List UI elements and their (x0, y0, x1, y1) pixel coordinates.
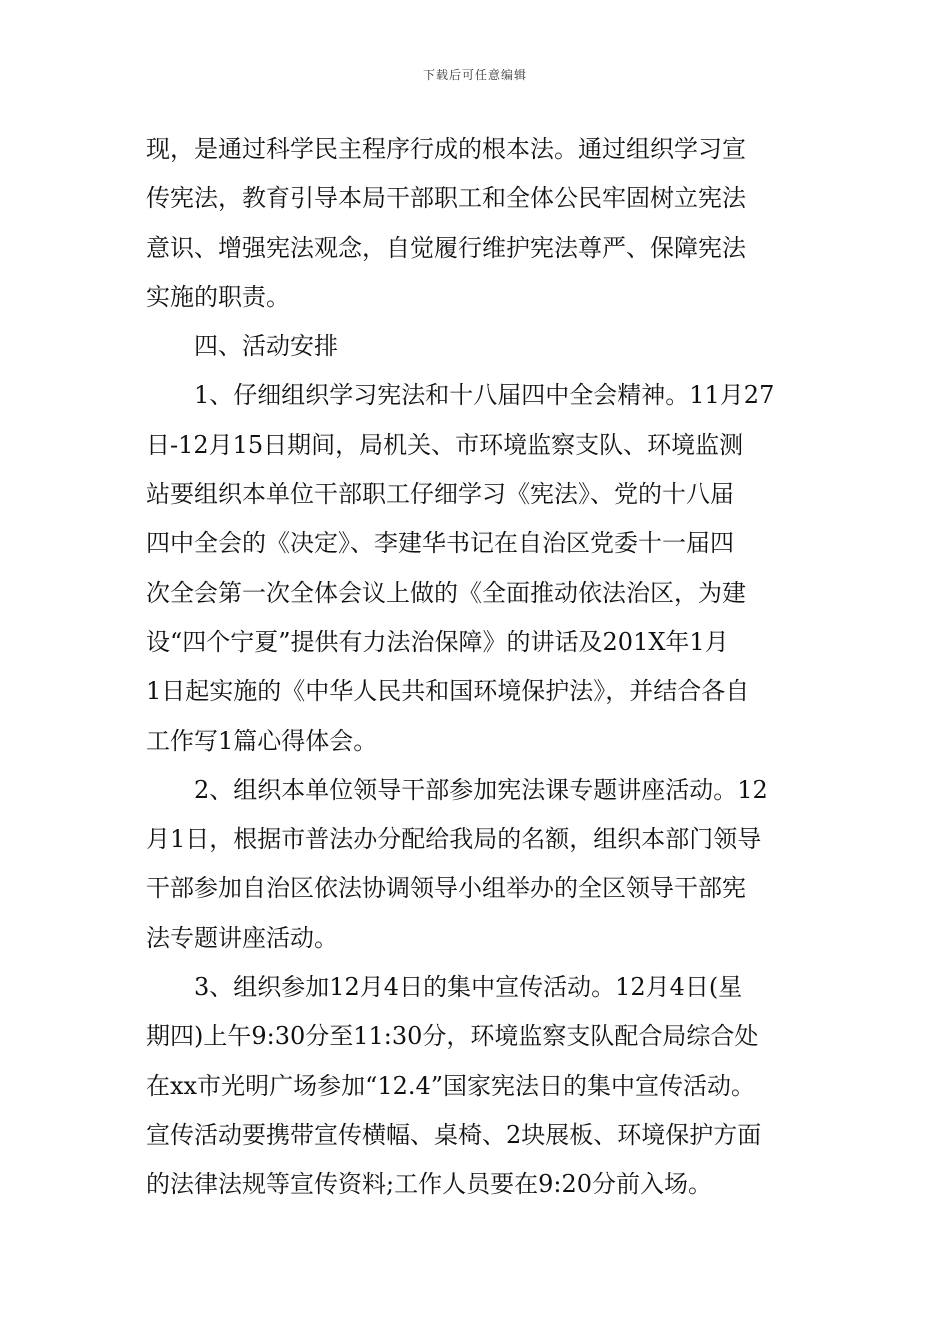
section-heading: 四、活动安排 (194, 332, 338, 361)
text-line: 1、仔细组织学习宪法和十八届四中全会精神。11月27 (194, 381, 775, 410)
page-header: 下载后可任意编辑 (422, 68, 527, 82)
text-line: 在xx市光明广场参加“12.4”国家宪法日的集中宣传活动。 (146, 1071, 756, 1100)
text-line: 现，是通过科学民主程序行成的根本法。通过组织学习宣 (146, 135, 746, 163)
text-line: 期四)上午9:30分至11:30分，环境监察支队配合局综合处 (146, 1022, 759, 1051)
text-line: 2、组织本单位领导干部参加宪法课专题讲座活动。12 (194, 775, 768, 804)
text-line: 次全会第一次全体会议上做的《全面推动依法治区，为建 (146, 578, 746, 607)
text-line: 传宪法，教育引导本局干部职工和全体公民牢固树立宪法 (146, 184, 746, 213)
text-line: 站要组织本单位干部职工仔细学习《宪法》、党的十八届 (146, 480, 734, 509)
text-line: 工作写1篇心得体会。 (146, 726, 378, 755)
text-line: 四中全会的《决定》、李建华书记在自治区党委十一届四 (146, 529, 734, 558)
text-line: 法专题讲座活动。 (146, 923, 338, 952)
text-line: 宣传活动要携带宣传横幅、桌椅、2块展板、环境保护方面 (146, 1120, 762, 1149)
text-line: 意识、增强宪法观念，自觉履行维护宪法尊严、保障宪法 (146, 233, 746, 262)
text-line: 设“四个宁夏”提供有力法治保障》的讲话及201X年1月 (146, 627, 729, 656)
text-line: 实施的职责。 (146, 282, 290, 311)
text-line: 月1日，根据市普法办分配给我局的名额，组织本部门领导 (146, 825, 762, 854)
document-body (146, 125, 816, 1210)
text-line: 日-12月15日期间，局机关、市环境监察支队、环境监测 (146, 430, 744, 459)
text-line: 的法律法规等宣传资料;工作人员要在9:20分前入场。 (146, 1170, 712, 1199)
text-line: 3、组织参加12月4日的集中宣传活动。12月4日(星 (194, 973, 743, 1002)
text-line: 干部参加自治区依法协调领导小组举办的全区领导干部宪 (146, 874, 746, 903)
text-line: 1日起实施的《中华人民共和国环境保护法》，并结合各自 (146, 677, 750, 706)
